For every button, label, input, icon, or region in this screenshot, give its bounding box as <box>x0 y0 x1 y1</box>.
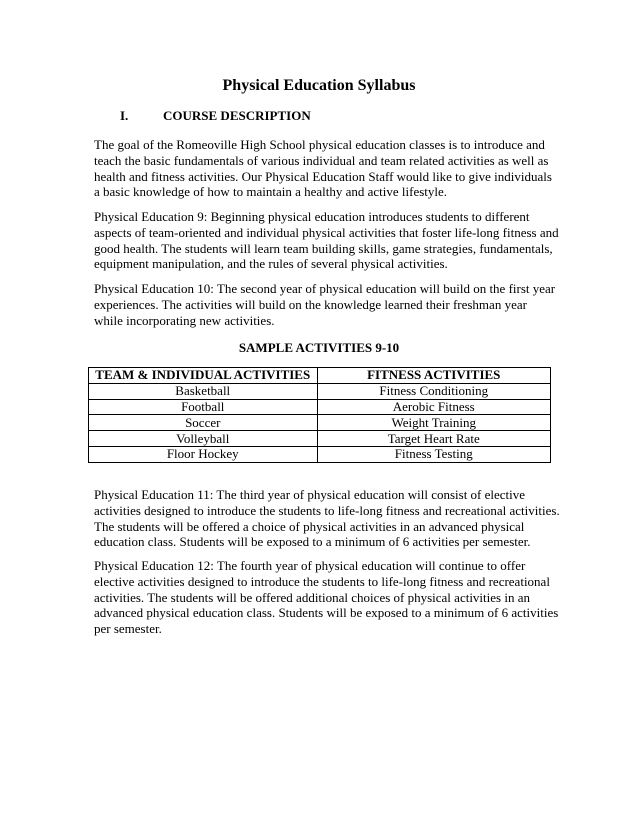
paragraph-line: The students will be offered a choice of physical activities in an advanced physical <box>94 518 525 534</box>
table-cell: Basketball <box>89 383 318 399</box>
paragraph-pe-10 <box>94 281 554 328</box>
paragraph-line: good health. The students will learn team building skills, game strategies, fundamentals, <box>94 240 553 256</box>
paragraph-line: advanced physical education class. Students will be exposed to a minimum of 6 activities <box>94 605 559 621</box>
document-title: Physical Education Syllabus <box>222 77 416 94</box>
paragraph-pe-9 <box>94 209 559 272</box>
table-row <box>89 431 551 447</box>
section-heading-text: COURSE DESCRIPTION <box>163 108 311 123</box>
paragraph-line: Physical Education 10: The second year of physical education will build on the first year <box>94 281 556 296</box>
paragraph-line: a basic knowledge of how to maintain a healthy and active lifestyle. <box>94 184 448 200</box>
table-row <box>89 415 551 431</box>
paragraph-line: elective activities designed to introduce the students to life-long fitness and recreational <box>94 573 550 589</box>
table-cell: Aerobic Fitness <box>317 399 551 415</box>
table-row <box>89 446 551 462</box>
paragraph-line: experiences. The activities will build on the knowledge learned their freshman year <box>94 296 527 312</box>
paragraph-pe-11 <box>94 487 560 550</box>
table-cell: Volleyball <box>89 431 318 447</box>
column-header-fitness: FITNESS ACTIVITIES <box>317 368 551 384</box>
paragraph-line: activities. The students will be offered additional choices of physical activities in an <box>94 589 530 605</box>
paragraph-line: Physical Education 12: The fourth year of physical education will continue to offer <box>94 558 526 573</box>
paragraph-line: health and fitness activities. Our Physical Education Staff would like to give individuals <box>94 168 552 184</box>
table-cell: Soccer <box>89 415 318 431</box>
table-cell: Football <box>89 399 318 415</box>
paragraph-line: while incorporating new activities. <box>94 312 275 328</box>
column-header-team-individual: TEAM & INDIVIDUAL ACTIVITIES <box>89 368 318 384</box>
section-numeral: I. <box>120 108 129 123</box>
paragraph-line: teach the basic fundamentals of various individual and team related activities as well as <box>94 152 549 168</box>
paragraph-line: Physical Education 11: The third year of physical education will consist of elective <box>94 487 526 502</box>
paragraph-line: Physical Education 9: Beginning physical education introduces students to different <box>94 209 530 224</box>
table-header-row <box>89 368 551 384</box>
table-cell: Floor Hockey <box>89 446 318 462</box>
table-row <box>89 399 551 415</box>
table-row <box>89 383 551 399</box>
paragraph-line: per semester. <box>94 621 162 637</box>
activities-table <box>88 367 551 463</box>
table-cell: Fitness Conditioning <box>317 383 551 399</box>
table-cell: Target Heart Rate <box>317 431 551 447</box>
paragraph-line: aspects of team-oriented and individual physical activities that foster life-long fitness and <box>94 224 559 240</box>
table-cell: Weight Training <box>317 415 551 431</box>
paragraph-line: The goal of the Romeoville High School physical education classes is to introduce and <box>94 137 545 152</box>
paragraph-course-goal <box>94 137 554 200</box>
paragraph-line: education class. Students will be exposed to a minimum of 6 activities per semester. <box>94 534 531 550</box>
table-title: SAMPLE ACTIVITIES 9-10 <box>238 340 400 355</box>
paragraph-line: equipment manipulation, and the rules of several physical activities. <box>94 256 448 272</box>
table-cell: Fitness Testing <box>317 446 551 462</box>
paragraph-line: activities designed to introduce the students to life-long fitness and recreational activities. <box>94 502 560 518</box>
paragraph-pe-12 <box>94 558 559 637</box>
